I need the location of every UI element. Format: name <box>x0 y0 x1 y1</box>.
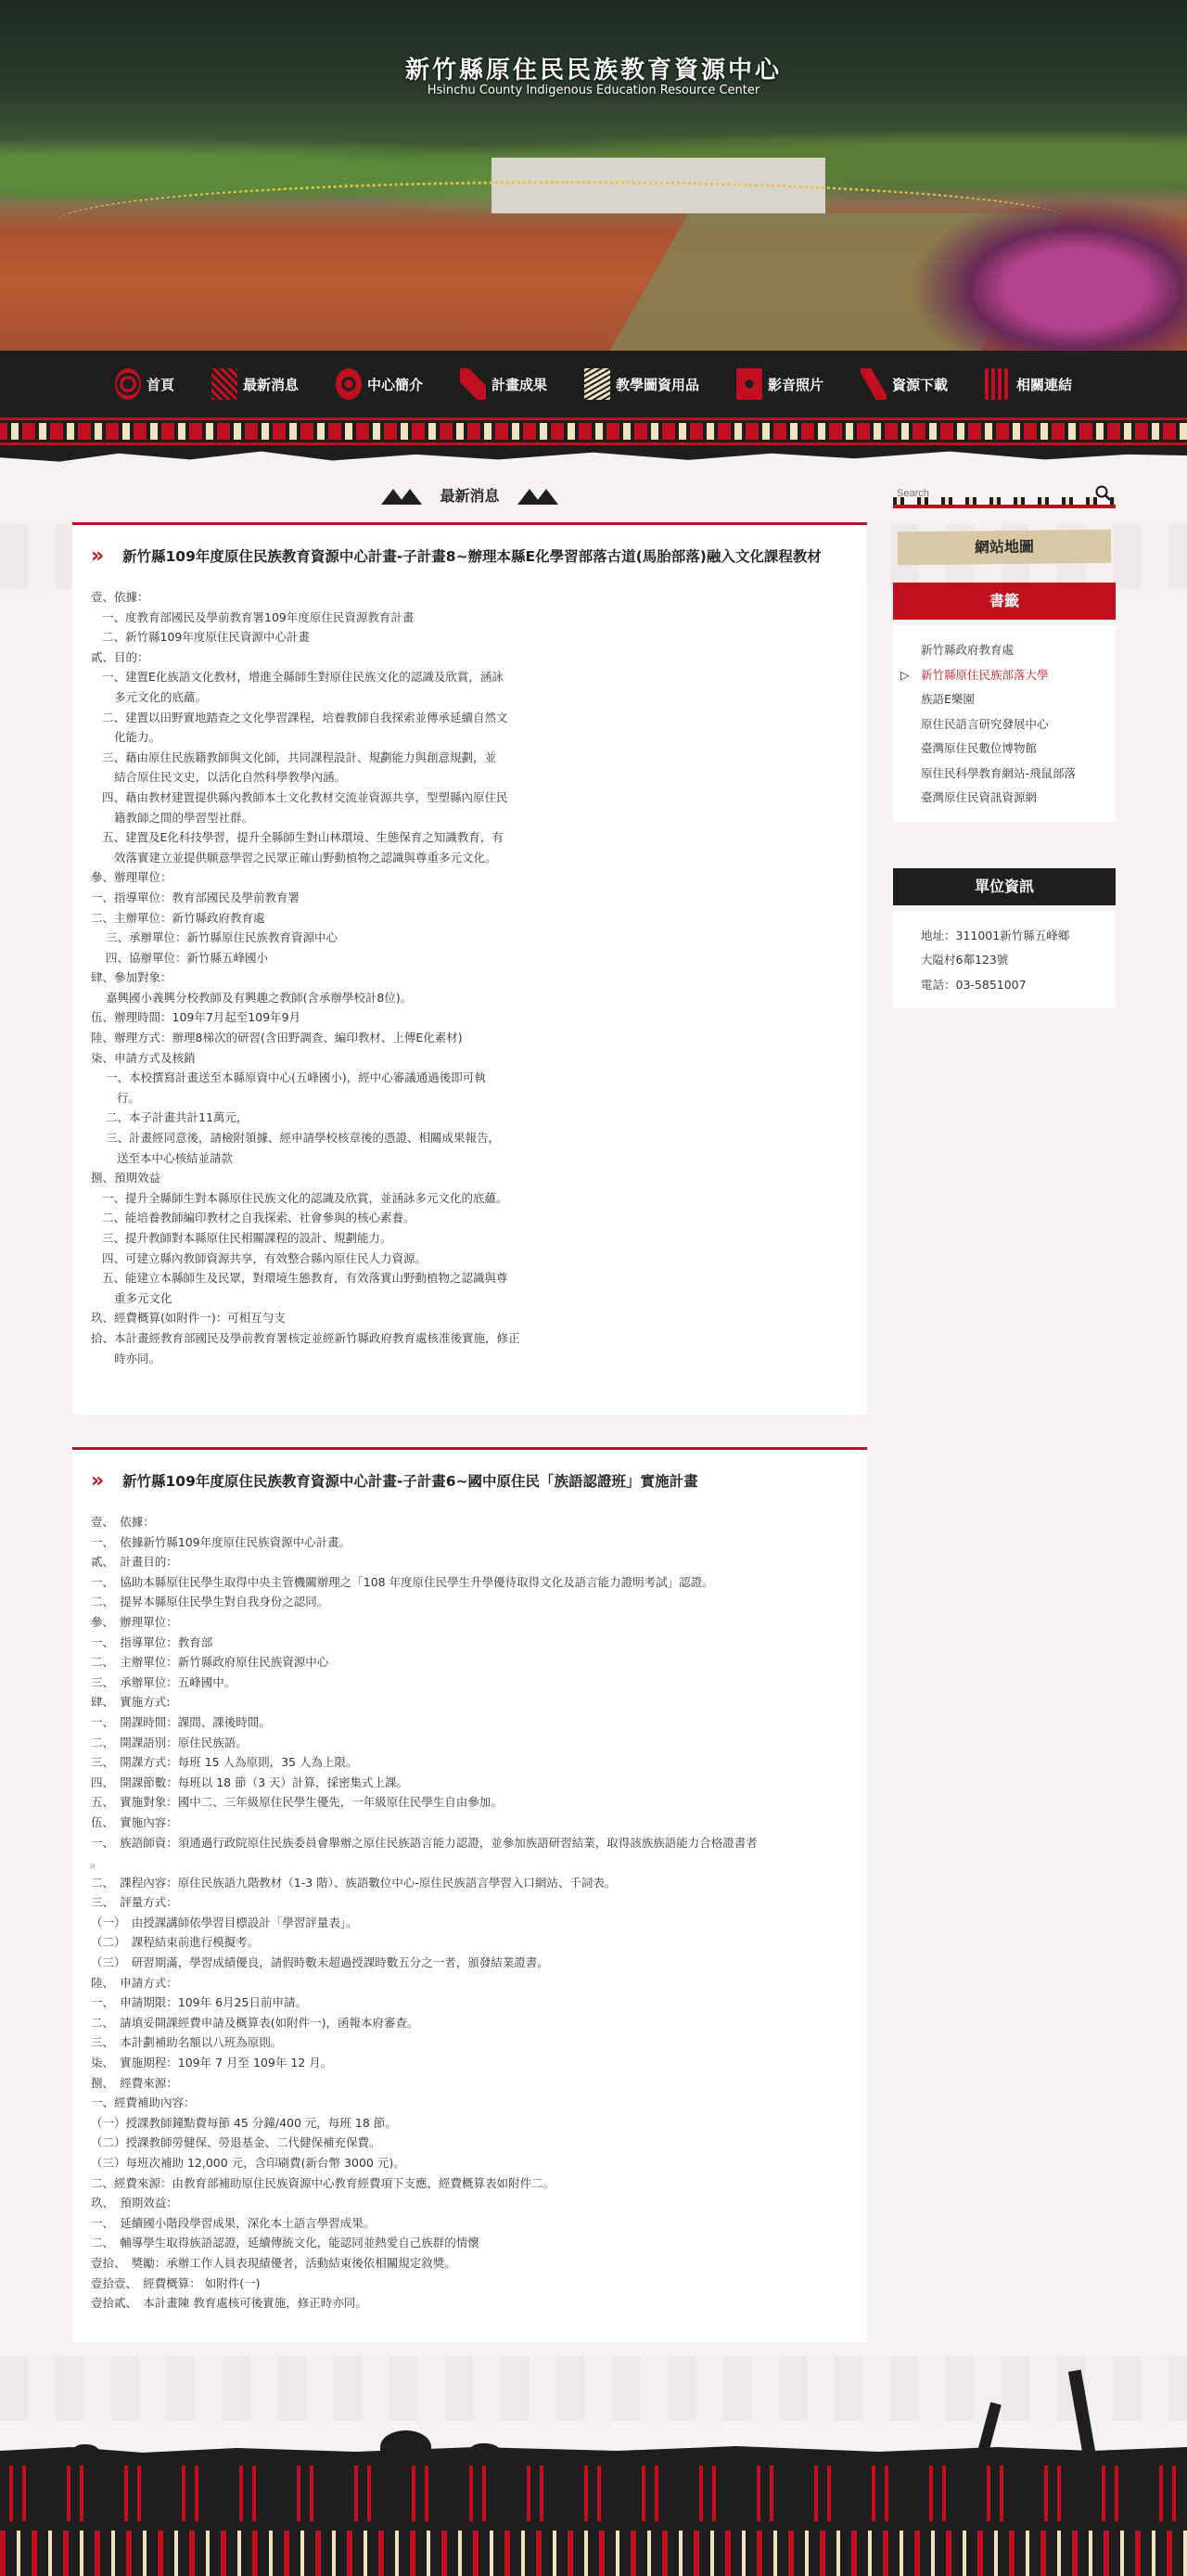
nav-item-5[interactable] <box>584 351 699 417</box>
news-article <box>72 1447 867 2342</box>
article-line: （一） 由授課講師依學習目標設計「學習評量表」。 <box>91 1915 358 1929</box>
footer-pattern <box>0 2456 1187 2576</box>
triangle-ornament-icon <box>385 487 418 505</box>
article-line: 三、 評量方式： <box>91 1895 178 1910</box>
article-line: 一、度教育部國民及學前教育署109年度原住民資源教育計畫 <box>102 609 415 624</box>
nav-item-4[interactable] <box>460 351 547 417</box>
bookmarks-list <box>893 625 1116 822</box>
info-line: 電話：03-5851007 <box>921 977 1027 992</box>
article-body <box>91 1512 849 2313</box>
nav-item-2[interactable] <box>211 351 299 417</box>
article-line: 二、 主辦單位：新竹縣政府原住民族資源中心 <box>91 1655 329 1670</box>
bookmark-link[interactable]: 族語E樂園 <box>921 692 975 706</box>
article-line: 捌、 經費來源： <box>91 2075 178 2090</box>
article-line: 嘉興國小義興分校教師及有興趣之教師(含承辦學校計8位)。 <box>106 990 413 1005</box>
article-line: 玖、經費概算(如附件一)：可相互勻支 <box>91 1311 286 1326</box>
article-line: 時亦同。 <box>114 1351 161 1365</box>
article-line: 四、 開課節數：每班以 18 節（3 天）計算，採密集式上課。 <box>91 1775 409 1789</box>
feather-icon <box>861 368 887 400</box>
section-title: 最新消息 <box>440 487 500 505</box>
article-line: （三）每班次補助 12,000 元，含印刷費(新台幣 3000 元)。 <box>91 2156 405 2170</box>
nav-item-7[interactable] <box>861 351 948 417</box>
tribal-pattern-band <box>0 417 1187 445</box>
article-line: 二、 提昇本縣原住民學生對自我身份之認同。 <box>91 1595 329 1609</box>
bookmark-link[interactable]: 臺灣原住民資訊資源網 <box>921 790 1038 804</box>
info-line: 地址：311001新竹縣五峰鄉 <box>921 928 1070 942</box>
info-line: 大隘村6鄰123號 <box>921 953 1009 967</box>
nav-item-3[interactable] <box>336 351 423 417</box>
bookmark-link[interactable]: ▷ 新竹縣原住民族部落大學 <box>921 663 1116 688</box>
basket-icon <box>584 368 610 400</box>
article-line: 三、提升教師對本縣原住民相關課程的設計、規劃能力。 <box>102 1231 392 1245</box>
sidebar <box>893 482 1116 1008</box>
unit-info <box>893 911 1116 1009</box>
nav-label: 相關連結 <box>1016 376 1073 393</box>
article-line: （二）授課教師勞健保、勞退基金、二代健保補充保費。 <box>91 2135 381 2150</box>
nav-label: 首頁 <box>146 376 174 393</box>
article-line: 一、 族語師資：須通過行政院原住民族委員會舉辦之原住民族語言能力認證，並參加族語研習結業，取得該族族語能力合格證書者 <box>91 1835 758 1850</box>
article-body <box>91 587 849 1368</box>
site-subtitle: Hsinchu County Indigenous Education Resource Center <box>427 83 760 97</box>
article-line: 重多元文化 <box>114 1290 172 1305</box>
bookmarks-header: 書籤 <box>893 583 1116 620</box>
article-line: 陸、 申請方式： <box>91 1975 178 1990</box>
section-heading <box>72 484 867 506</box>
bookmark-link[interactable]: 原住民科學教育網站-飛鼠部落 <box>921 765 1077 780</box>
article-line: 捌、預期效益 <box>91 1171 161 1185</box>
article-line: 一、 申請期限：109年 6月25日前申請。 <box>91 1995 307 2010</box>
article-line: 肆、參加對象： <box>91 970 172 985</box>
article-line: 四、藉由教材建置提供縣內教師本土文化教材交流並資源共享，型塑縣內原住民 <box>102 789 508 804</box>
article-line: 五、能建立本縣師生及民眾，對環境生態教育，有效落實山野動植物之認識與尊 <box>102 1271 508 1286</box>
article-line: 化能力。 <box>114 730 161 745</box>
article-line: 貳、目的： <box>91 649 149 664</box>
eye-diamond-icon <box>736 368 762 400</box>
nav-label: 中心簡介 <box>366 376 423 393</box>
bookmark-link[interactable]: 新竹縣政府教育處 <box>921 643 1015 657</box>
unit-info-header: 單位資訊 <box>893 868 1116 905</box>
sun-disc-icon <box>336 368 362 400</box>
article-line: 壹拾貳、 本計畫陳 教育處核可後實施，修正時亦同。 <box>91 2296 367 2311</box>
article-line: 三、 本計劃補助名額以八班為原則。 <box>91 2035 283 2050</box>
article-line: 三、 承辦單位：五峰國中。 <box>91 1674 236 1689</box>
double-chevron-icon: » <box>91 1469 105 1493</box>
article-line: 一、 依據新竹縣109年度原住民族資源中心計畫。 <box>91 1534 351 1549</box>
article-line: 貳、 計畫目的： <box>91 1555 178 1570</box>
nav-label: 最新消息 <box>242 376 299 393</box>
article-line: 壹、依據： <box>91 590 149 604</box>
article-line: 一、指導單位：教育部國民及學前教育署 <box>91 890 300 904</box>
article-line: 五、建置及E化科技學習，提升全縣師生對山林環境、生態保育之知識教育，有 <box>102 830 504 845</box>
double-chevron-icon: » <box>91 545 105 568</box>
article-line: 二、 請填妥開課經費申請及概算表(如附件一)，函報本府審查。 <box>91 2015 419 2030</box>
article-line: 行。 <box>117 1090 141 1105</box>
article-line: 二、 開課語別：原住民族語。 <box>91 1735 248 1749</box>
article-line: 四、可建立縣內教師資源共享，有效整合縣內原住民人力資源。 <box>102 1250 428 1265</box>
article-line: 一、 延續國小階段學習成果，深化本土語言學習成果。 <box>91 2215 376 2230</box>
article-line: 結合原住民文史，以活化自然科學教學內涵。 <box>114 770 347 785</box>
nav-item-8[interactable] <box>985 351 1072 417</box>
torn-edge-divider <box>0 445 1187 466</box>
article-line: 四、協辦單位：新竹縣五峰國小 <box>106 950 269 965</box>
woven-square-icon <box>211 368 237 400</box>
nav-label: 計畫成果 <box>491 376 547 393</box>
article-line: 壹、 依據： <box>91 1515 155 1529</box>
article-line: 參、 辦理單位： <box>91 1614 178 1629</box>
article-line: 一、建置E化族語文化教材，增進全縣師生對原住民族文化的認識及欣賞，涵詠 <box>102 670 504 685</box>
article-line: 一、 指導單位：教育部 <box>91 1634 213 1649</box>
article-line: 多元文化的底蘊。 <box>114 689 208 704</box>
article-line: 二、新竹縣109年度原住民資源中心計畫 <box>102 630 310 645</box>
article-line: （一）授課教師鐘點費每節 45 分鐘/400 元，每班 18 節。 <box>91 2115 397 2130</box>
article-line: 一、 開課時間：課間、課後時間。 <box>91 1714 271 1729</box>
nav-label: 教學圖資用品 <box>616 376 700 393</box>
search-input[interactable] <box>897 488 1045 499</box>
site-title[interactable]: 新竹縣原住民民族教育資源中心 <box>404 57 782 84</box>
diamond-pattern-icon <box>460 368 486 400</box>
article-line: 陸、辦理方式：辦理8梯次的研習(含田野調查、編印教材、上傳E化素材) <box>91 1031 463 1045</box>
article-line: 二、本子計畫共計11萬元， <box>106 1110 249 1125</box>
nav-item-6[interactable] <box>736 351 823 417</box>
article-title[interactable]: 新竹縣109年度原住民族教育資源中心計畫-子計畫6~國中原住民「族語認證班」實施計畫 <box>122 1473 698 1490</box>
header-banner <box>0 0 1187 351</box>
article-line: 一、本校撰寫計畫送至本縣原資中心(五峰國小)，經中心審議通過後即可執 <box>106 1070 486 1085</box>
article-line: 。 <box>91 1855 103 1870</box>
article-line: 二、能培養教師編印教材之自我探索、社會參與的核心素養。 <box>102 1211 415 1225</box>
nav-label: 資源下載 <box>892 376 949 393</box>
nav-item-1[interactable] <box>115 351 174 417</box>
bookmark-link[interactable]: 臺灣原住民數位博物館 <box>921 741 1038 755</box>
article-line: 玖、 預期效益： <box>91 2196 178 2211</box>
article-line: 一、提升全縣師生對本縣原住民族文化的認識及欣賞，並涵詠多元文化的底蘊。 <box>102 1190 508 1205</box>
article-line: 三、計畫經同意後，請檢附領據、經申請學校核章後的憑證、相關成果報告， <box>106 1131 501 1146</box>
article-line: 三、承辦單位：新竹縣原住民族教育資源中心 <box>106 930 338 945</box>
article-line: 二、 課程內容：原住民族語九階教材（1-3 階）、族語數位中心-原住民族語言學習入口網站、千詞表。 <box>91 1875 617 1890</box>
article-line: 伍、 實施內容： <box>91 1814 178 1829</box>
bookmark-link[interactable]: 原住民語言研究發展中心 <box>921 716 1049 731</box>
news-article <box>72 522 867 1415</box>
article-line: 五、 實施對象：國中二、三年級原住民學生優先，一年級原住民學生自由參加。 <box>91 1795 503 1810</box>
article-line: 送至本中心核結並請款 <box>117 1150 234 1165</box>
article-line: （二） 課程結束前進行模擬考。 <box>91 1935 260 1950</box>
article-line: 壹拾、 獎勵：承辦工作人員表現績優者，活動結束後依相關規定敘獎。 <box>91 2255 456 2270</box>
triangle-ornament-icon <box>521 487 555 505</box>
article-line: 一、 協助本縣原住民學生取得中央主管機關辦理之「108 年度原住民學生升學優待取得文化及語言能力證明考試」認證。 <box>91 1574 714 1589</box>
main-nav <box>0 351 1187 417</box>
article-line: 拾、本計畫經教育部國民及學前教育署核定並經新竹縣政府教育處核准後實施，修正 <box>91 1330 520 1345</box>
article-line: 伍、辦理時間：109年7月起至109年9月 <box>91 1010 301 1025</box>
article-line: （三） 研習期滿，學習成績優良，請假時數未超過授課時數五分之一者，頒發結業證書。 <box>91 1955 549 1970</box>
play-arrow-icon: ▷ <box>900 667 910 682</box>
background-stripe <box>0 2356 1187 2421</box>
spiral-icon <box>115 368 141 400</box>
article-line: 三、 開課方式：每班 15 人為原則，35 人為上限。 <box>91 1755 358 1770</box>
article-line: 二、主辦單位：新竹縣政府教育處 <box>91 910 265 925</box>
article-line: 肆、 實施方式: <box>91 1695 171 1710</box>
nav-label: 影音照片 <box>768 376 824 393</box>
search-box <box>893 482 1116 508</box>
article-line: 二、建置以田野實地踏查之文化學習課程，培養教師自我探索並傳承延續自然文 <box>102 710 508 724</box>
article-line: 二、經費來源：由教育部補助原住民族資源中心教育經費項下支應，經費概算表如附件二。 <box>91 2175 555 2190</box>
article-line: 參、辦理單位： <box>91 870 172 885</box>
article-line: 籍教師之間的學習型社群。 <box>114 810 254 825</box>
article-line: 柒、 實施期程：109年 7 月至 109年 12 月。 <box>91 2056 333 2070</box>
article-line: 柒、申請方式及核銷 <box>91 1050 196 1065</box>
article-line: 效落實建立並提供願意學習之民眾正確山野動植物之認識與尊重多元文化。 <box>114 850 497 865</box>
article-title[interactable]: 新竹縣109年度原住民族教育資源中心計畫-子計畫8~辦理本縣E化學習部落古道(馬胎部落)融入文化課程教材 <box>122 548 822 565</box>
zigzag-icon <box>985 368 1011 400</box>
article-line: 壹拾壹、 經費概算： 如附件(一) <box>91 2275 261 2290</box>
article-line: 三、藉由原住民族籍教師與文化師，共同課程設計、規劃能力與創意規劃，並 <box>102 750 497 764</box>
article-line: 二、 輔導學生取得族語認證，延續傳統文化，能認同並熱愛自己族群的情懷 <box>91 2236 479 2250</box>
sitemap-button[interactable]: 網站地圖 <box>898 530 1111 565</box>
search-icon[interactable] <box>1095 485 1112 502</box>
article-line: 一、經費補助內容： <box>91 2095 196 2110</box>
